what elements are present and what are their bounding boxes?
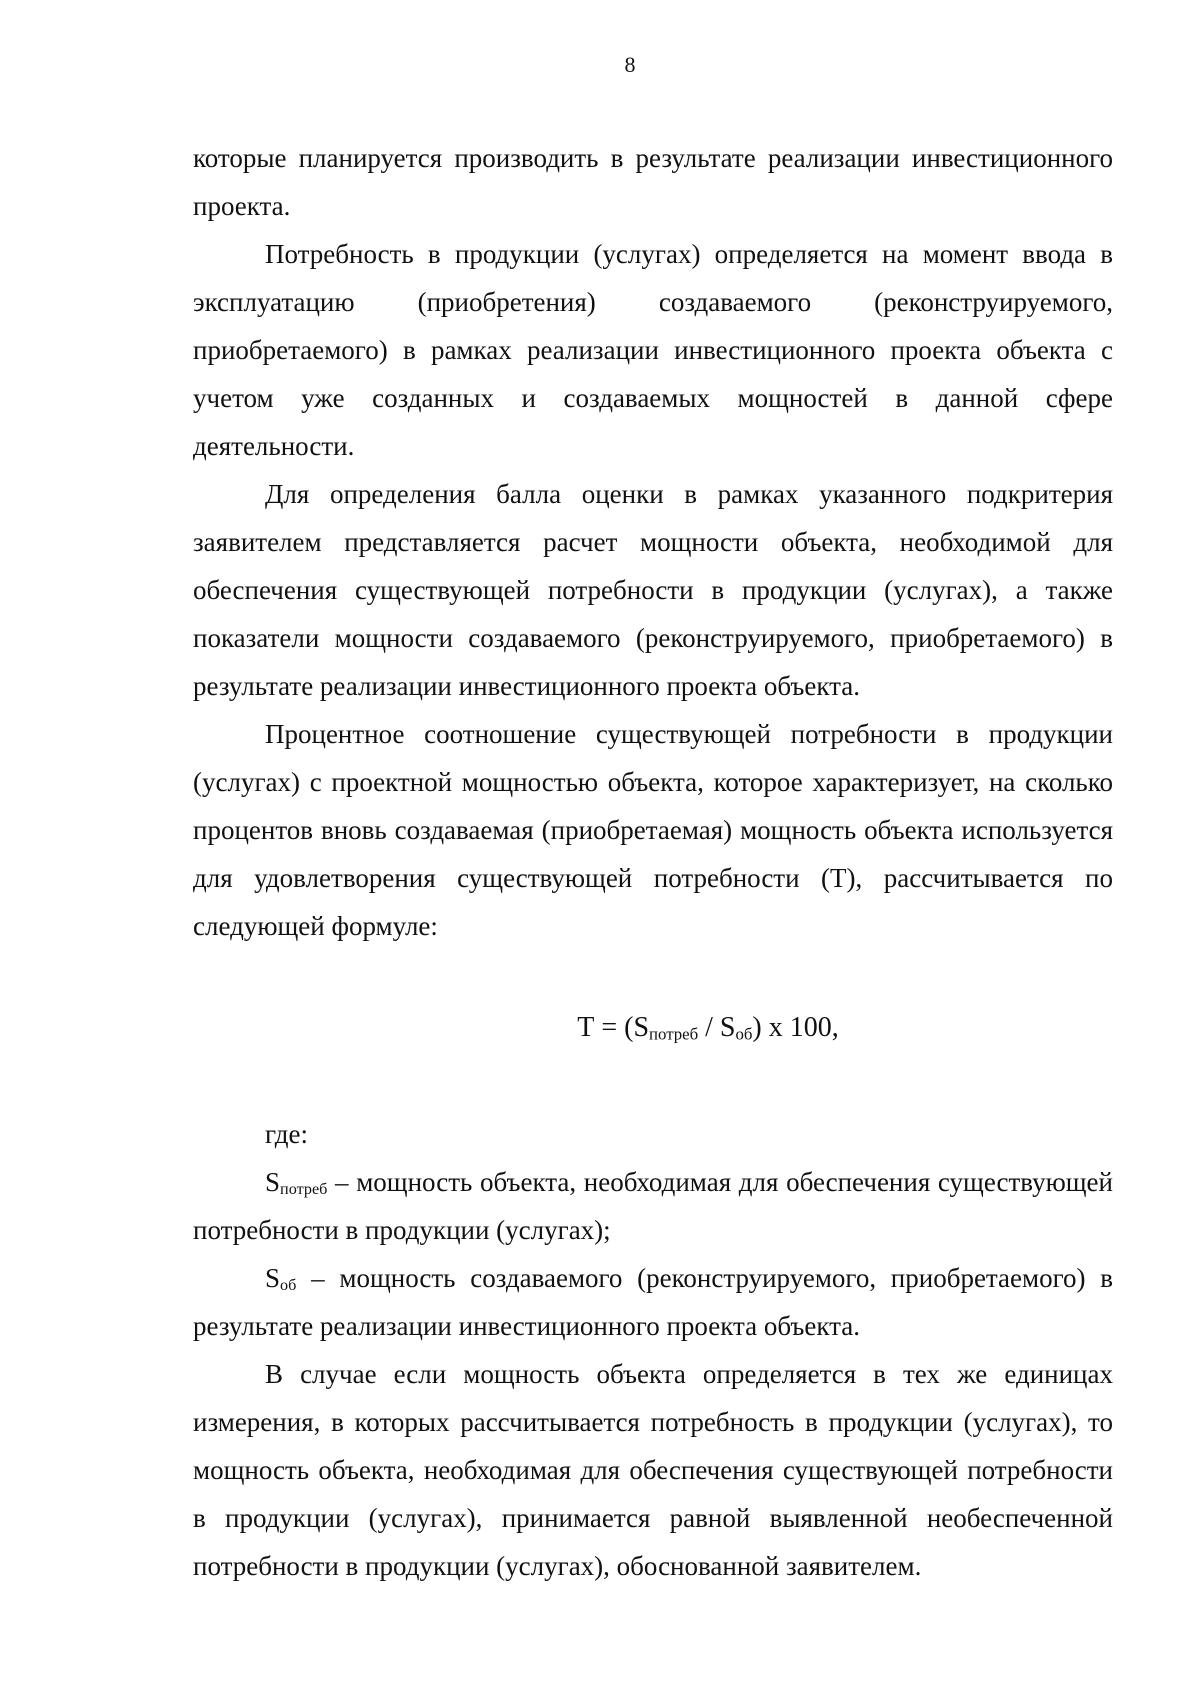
definition-s-demand	[193, 1158, 1113, 1254]
paragraph-percent-ratio: Процентное соотношение существующей потребности в продукции (услугах) с проектной мощностью объекта, которое характеризует, на сколько процентов вновь создаваемая (приобретаемая) мощность объекта используется для удовлетворения существующей потребности (Т), рассчитывается по следующей формуле:	[193, 719, 1113, 941]
definition-subscript: об	[280, 1276, 297, 1295]
formula-sub-object: об	[735, 1024, 753, 1044]
definition-subscript: потреб	[280, 1180, 328, 1199]
definition-text: – мощность объекта, необходимая для обеспечения существующей потребности в продукции (услугах);	[193, 1167, 1113, 1245]
paragraph-demand: Потребность в продукции (услугах) определяется на момент ввода в эксплуатацию (приобретения) создаваемого (реконструируемого, приобретаемого) в рамках реализации инвестиционного проекта объекта с учетом уже созданных и создаваемых мощностей в данной сфере деятельности.	[193, 239, 1113, 461]
paragraph-score-calculation: Для определения балла оценки в рамках указанного подкритерия заявителем представляется расчет мощности объекта, необходимой для обеспечения существующей потребности в продукции (услугах), а также показатели мощности создаваемого (реконструируемого, приобретаемого) в результате реализации инвестиционного проекта объекта.	[193, 479, 1113, 701]
formula	[193, 1004, 1113, 1052]
formula-lhs: Т = (S	[577, 1012, 650, 1043]
definition-symbol: S	[265, 1167, 281, 1197]
document-body	[193, 134, 1113, 1590]
formula-mid: / S	[698, 1012, 736, 1043]
formula-sub-demand: потреб	[649, 1024, 699, 1044]
definition-symbol: S	[265, 1263, 281, 1293]
where-label: где:	[265, 1119, 308, 1149]
paragraph-continuation: которые планируется производить в результате реализации инвестиционного проекта.	[193, 143, 1113, 221]
definition-text: – мощность создаваемого (реконструируемого, приобретаемого) в результате реализации инвестиционного проекта объекта.	[193, 1263, 1113, 1341]
page-number: 8	[624, 52, 636, 77]
definition-s-object	[193, 1254, 1113, 1350]
formula-rhs: ) х 100,	[752, 1012, 839, 1043]
paragraph-same-units: В случае если мощность объекта определяется в тех же единицах измерения, в которых рассчитывается потребность в продукции (услугах), то мощность объекта, необходимая для обеспечения существующей потребности в продукции (услугах), принимается равной выявленной необеспеченной потребности в продукции (услугах), обоснованной заявителем.	[193, 1359, 1113, 1581]
